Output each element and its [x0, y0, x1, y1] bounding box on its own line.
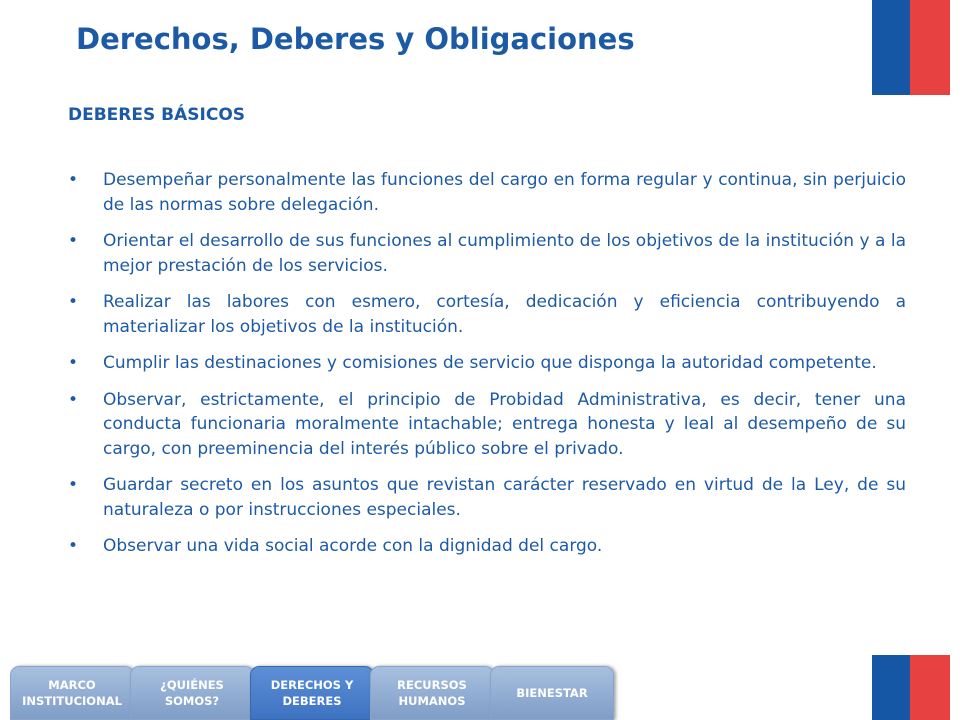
duties-list — [68, 168, 906, 571]
tab-label-line1: BIENESTAR — [516, 686, 588, 700]
bullet-icon: • — [68, 170, 79, 190]
slide-title: Derechos, Deberes y Obligaciones — [76, 22, 635, 56]
tab-label-line1: ¿QUIÉNES — [160, 678, 224, 692]
bullet-icon: • — [68, 231, 79, 251]
flag-blue-band — [872, 655, 910, 720]
list-item-text: Observar una vida social acorde con la dignidad del cargo. — [103, 536, 603, 556]
list-item — [68, 229, 906, 278]
flag-red-band — [910, 655, 950, 720]
tab-label-line1: MARCO — [48, 678, 96, 692]
tab-label-line2: HUMANOS — [398, 694, 466, 708]
list-item-text: Orientar el desarrollo de sus funciones al cumplimiento de los objetivos de la institución y a la mejor prestación de los servicios. — [103, 231, 906, 276]
list-item-text: Observar, estrictamente, el principio de Probidad Administrativa, es decir, tener una conducta funcionaria moralmente intachable; entrega honesta y leal al desempeño de su cargo, con preeminencia del interés público sobre el privado. — [103, 389, 906, 459]
list-item — [68, 168, 906, 217]
tab-label-line2: INSTITUCIONAL — [22, 694, 122, 708]
bullet-icon: • — [68, 389, 79, 410]
tab-label-line1: RECURSOS — [397, 678, 467, 692]
tab-bienestar[interactable] — [490, 666, 614, 720]
tab-marco-institucional[interactable] — [10, 666, 134, 720]
list-item-text: Realizar las labores con esmero, cortesía, dedicación y eficiencia contribuyendo a materializar los objetivos de la institución. — [103, 292, 906, 337]
flag-stripe-top — [872, 0, 950, 95]
list-item — [68, 534, 906, 559]
list-item-text: Guardar secreto en los asuntos que revistan carácter reservado en virtud de la Ley, de su naturaleza o por instrucciones especiales. — [103, 475, 906, 520]
flag-blue-band — [872, 0, 910, 95]
list-item — [68, 351, 906, 376]
tab-label-line2: DEBERES — [282, 694, 342, 708]
tab-label-line2: SOMOS? — [164, 694, 220, 708]
list-item-text: Desempeñar personalmente las funciones del cargo en forma regular y continua, sin perjuicio de las normas sobre delegación. — [103, 170, 906, 215]
slide-subtitle: DEBERES BÁSICOS — [68, 105, 246, 125]
flag-stripe-bottom — [872, 655, 950, 720]
list-item — [68, 290, 906, 339]
list-item — [68, 473, 906, 522]
list-item-text: Cumplir las destinaciones y comisiones de servicio que disponga la autoridad competente. — [103, 353, 877, 373]
bullet-icon: • — [68, 536, 79, 556]
bullet-icon: • — [68, 292, 79, 312]
tab-derechos-deberes[interactable] — [250, 666, 374, 720]
tab-quienes-somos[interactable] — [130, 666, 254, 720]
tab-recursos-humanos[interactable] — [370, 666, 494, 720]
bullet-icon: • — [68, 475, 79, 495]
bullet-icon: • — [68, 353, 79, 373]
tab-label-line1: DERECHOS Y — [270, 678, 354, 692]
list-item — [68, 388, 906, 462]
bottom-nav — [0, 665, 620, 720]
flag-red-band — [910, 0, 950, 95]
